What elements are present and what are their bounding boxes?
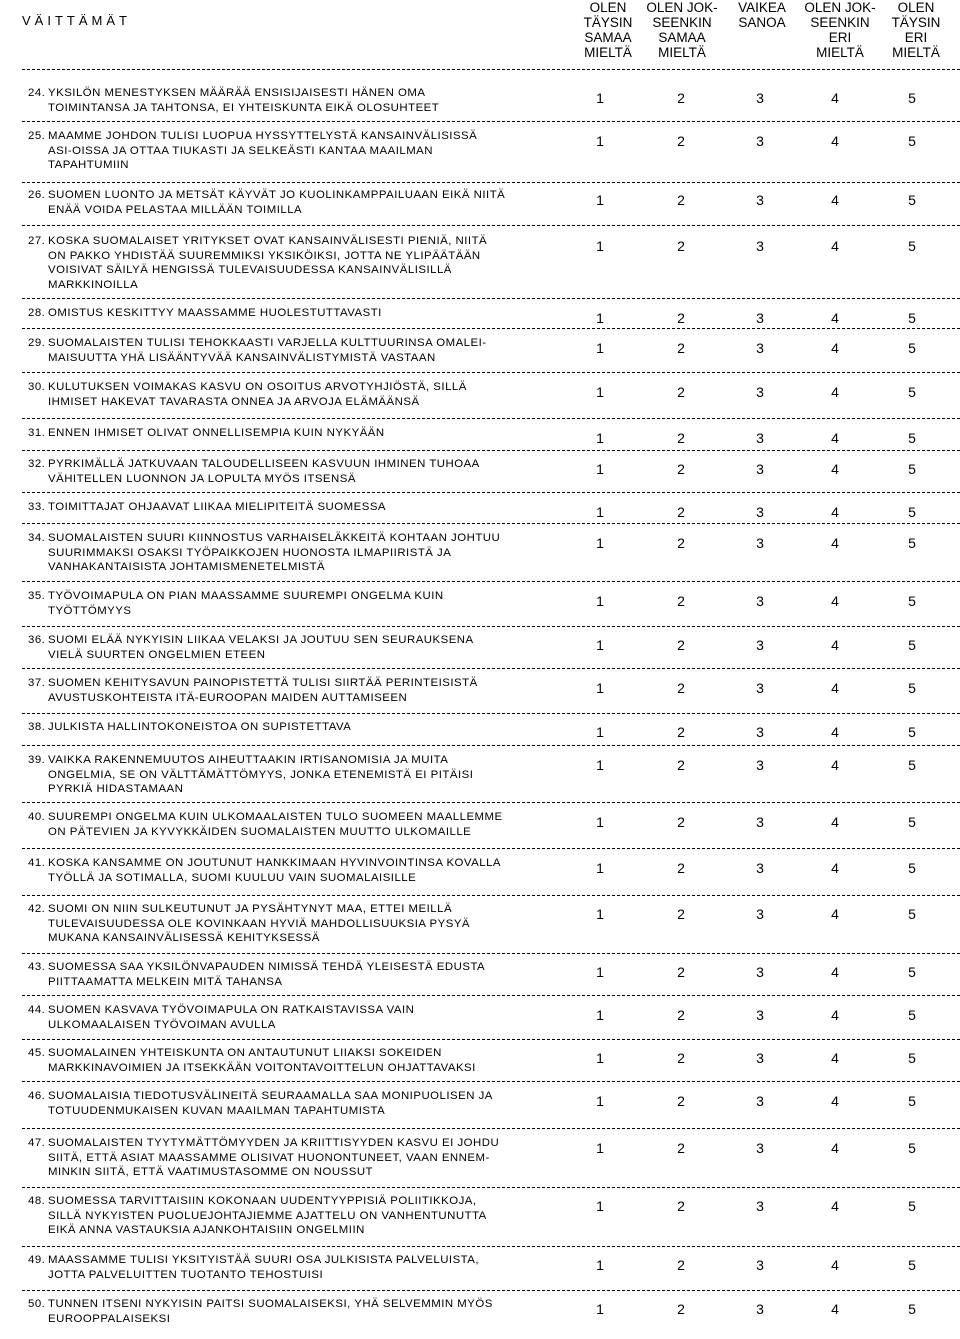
rating-option-1[interactable]: 1	[596, 384, 604, 400]
rating-option-4[interactable]: 4	[831, 1050, 839, 1066]
rating-scale	[0, 133, 960, 153]
rating-option-1[interactable]: 1	[596, 814, 604, 830]
rating-option-3[interactable]: 3	[756, 1198, 764, 1214]
statement-text-line: VÄHITELLEN LUONNON JA LOPULTA MYÖS ITSENSÄ	[48, 472, 356, 485]
rating-option-5[interactable]: 5	[908, 461, 916, 477]
statement-text-line: SUOMALAISTEN TYYTYMÄTTÖMYYDEN JA KRIITTISYYDEN KASVU EI JOHDU	[48, 1137, 500, 1149]
rating-option-5[interactable]: 5	[908, 504, 916, 520]
header-column-2: OLEN JOK- SEENKIN SAMAA MIELTÄ	[646, 0, 718, 60]
row-separator	[22, 1128, 960, 1129]
statement-number: 39.	[28, 754, 46, 766]
rating-scale	[0, 906, 960, 926]
statement-text-line: SUOMALAISTEN TULISI TEHOKKAASTI VARJELLA KULTTUURINSA OMALEI-	[48, 337, 487, 349]
statement-text-line: IHMISET HAKEVAT TAVARASTA ONNEA JA ARVOJA ELÄMÄÄNSÄ	[48, 395, 420, 408]
statement-text-line: MAASSAMME TULISI YKSITYISTÄÄ SUURI OSA JULKISISTA PALVELUISTA,	[48, 1254, 480, 1266]
rating-option-1[interactable]: 1	[596, 724, 604, 740]
statement-text-line: EUROOPPALAISEKSI	[48, 1312, 171, 1325]
statement-text-line: VOISIVAT SÄILYÄ HENGISSÄ TULEVAISUUDESSA KANSAINVÄLISILLÄ	[48, 264, 452, 276]
statement-number: 35.	[28, 590, 46, 602]
statement-number: 25.	[28, 130, 46, 142]
rating-scale	[0, 593, 960, 613]
rating-option-3[interactable]: 3	[756, 238, 764, 254]
rating-option-4[interactable]: 4	[831, 637, 839, 653]
rating-option-1[interactable]: 1	[596, 964, 604, 980]
rating-option-1[interactable]: 1	[596, 461, 604, 477]
statement-text-line: VAIKKA RAKENNEMUUTOS AIHEUTTAAKIN IRTISANOMISIA JA MUITA	[48, 754, 449, 766]
rating-scale	[0, 384, 960, 404]
rating-option-3[interactable]: 3	[756, 964, 764, 980]
rating-option-2[interactable]: 2	[677, 1301, 685, 1317]
rating-option-4[interactable]: 4	[831, 757, 839, 773]
rating-option-3[interactable]: 3	[756, 860, 764, 876]
rating-option-1[interactable]: 1	[596, 637, 604, 653]
row-separator	[22, 492, 960, 493]
rating-option-4[interactable]: 4	[831, 814, 839, 830]
rating-option-1[interactable]: 1	[596, 504, 604, 520]
statement-text-line: SUOMEN LUONTO JA METSÄT KÄYVÄT JO KUOLINKAMPPAILUAAN EIKÄ NIITÄ	[48, 189, 506, 201]
rating-scale	[0, 724, 960, 744]
rating-option-4[interactable]: 4	[831, 238, 839, 254]
header-column-4: OLEN JOK- SEENKIN ERI MIELTÄ	[804, 0, 876, 60]
rating-option-2[interactable]: 2	[677, 1140, 685, 1156]
statement-text-line: TULEVAISUUDESSA OLE KOVINKAAN HYVIÄ MAHDOLLISUUKSIA PYSYÄ	[48, 917, 471, 930]
statement-text-line: TOIMINTANSA JA TAHTONSA, EI YHTEISKUNTA EIKÄ OLOSUHTEET	[48, 101, 440, 114]
rating-scale	[0, 637, 960, 657]
statement-text-line: EIKÄ ANNA VASTAUKSIA AJANKOHTAISIIN ONGELMIIN	[48, 1224, 365, 1236]
rating-option-1[interactable]: 1	[596, 1050, 604, 1066]
rating-option-5[interactable]: 5	[908, 906, 916, 922]
statement-text-line: AVUSTUSKOHTEISTA ITÄ-EUROOPAN MAIDEN AUTTAMISEEN	[48, 691, 408, 704]
row-separator	[22, 418, 960, 419]
statement-text-line: ENÄÄ VOIDA PELASTAA MILLÄÄN TOIMILLA	[48, 203, 303, 216]
rating-scale	[0, 310, 960, 330]
row-separator	[22, 1246, 960, 1247]
rating-option-1[interactable]: 1	[596, 860, 604, 876]
statement-text-line: ON PÄTEVIEN JA KYVYKKÄIDEN SUOMALAISTEN MUUTTO ULKOMAILLE	[48, 825, 472, 838]
statement-number: 24.	[28, 87, 46, 99]
rating-option-3[interactable]: 3	[756, 90, 764, 106]
rating-option-2[interactable]: 2	[677, 133, 685, 149]
statement-number: 44.	[28, 1004, 46, 1016]
rating-option-5[interactable]: 5	[908, 964, 916, 980]
rating-option-2[interactable]: 2	[677, 680, 685, 696]
row-separator	[22, 848, 960, 849]
rating-option-5[interactable]: 5	[908, 593, 916, 609]
statement-text-line: SUOMESSA TARVITTAISIIN KOKONAAN UUDENTYYPPISIÄ POLIITIKKOJA,	[48, 1195, 477, 1207]
statement-text-line: SUOMI ELÄÄ NYKYISIN LIIKAA VELAKSI JA JOUTUU SEN SEURAUKSENA	[48, 634, 474, 646]
rating-option-2[interactable]: 2	[677, 860, 685, 876]
statement-text-line: VANHAKANTAISISTA JOHTAMISMENETELMISTÄ	[48, 561, 326, 573]
row-separator	[22, 1290, 960, 1291]
statement-text-line: MUKANA KANSAINVÄLISESSÄ KEHITYKSESSÄ	[48, 932, 320, 944]
rating-scale	[0, 1198, 960, 1218]
rating-option-2[interactable]: 2	[677, 1198, 685, 1214]
rating-option-3[interactable]: 3	[756, 814, 764, 830]
rating-option-2[interactable]: 2	[677, 192, 685, 208]
rating-option-5[interactable]: 5	[908, 1198, 916, 1214]
rating-option-4[interactable]: 4	[831, 384, 839, 400]
header-column-1: OLEN TÄYSIN SAMAA MIELTÄ	[583, 0, 633, 60]
rating-option-5[interactable]: 5	[908, 814, 916, 830]
rating-option-1[interactable]: 1	[596, 1093, 604, 1109]
rating-scale	[0, 1257, 960, 1277]
statement-text-line: OMISTUS KESKITTYY MAASSAMME HUOLESTUTTAVASTI	[48, 307, 382, 319]
rating-scale	[0, 1301, 960, 1321]
rating-option-1[interactable]: 1	[596, 238, 604, 254]
statement-text-line: SUOMEN KASVAVA TYÖVOIMAPULA ON RATKAISTAVISSA VAIN	[48, 1004, 415, 1016]
rating-option-3[interactable]: 3	[756, 430, 764, 446]
rating-scale	[0, 238, 960, 258]
statement-text-line: SUOMEN KEHITYSAVUN PAINOPISTETTÄ TULISI SIIRTÄÄ PERINTEISISTÄ	[48, 677, 478, 689]
rating-option-2[interactable]: 2	[677, 90, 685, 106]
row-separator	[22, 995, 960, 996]
statement-number: 37.	[28, 677, 46, 689]
rating-option-5[interactable]: 5	[908, 90, 916, 106]
rating-option-4[interactable]: 4	[831, 1301, 839, 1317]
statement-text-line: ONGELMIA, SE ON VÄLTTÄMÄTTÖMYYS, JONKA ETENEMISTÄ EI PITÄISI	[48, 768, 474, 781]
rating-option-4[interactable]: 4	[831, 133, 839, 149]
rating-option-5[interactable]: 5	[908, 757, 916, 773]
rating-option-5[interactable]: 5	[908, 860, 916, 876]
statement-text-line: ENNEN IHMISET OLIVAT ONNELLISEMPIA KUIN NYKYÄÄN	[48, 427, 385, 439]
rating-option-4[interactable]: 4	[831, 906, 839, 922]
rating-option-1[interactable]: 1	[596, 340, 604, 356]
rating-option-3[interactable]: 3	[756, 192, 764, 208]
statement-text-line: MAISUUTTA YHÄ LISÄÄNTYVÄÄ KANSAINVÄLISTYMISTÄ VASTAAN	[48, 351, 436, 364]
rating-option-4[interactable]: 4	[831, 964, 839, 980]
rating-option-4[interactable]: 4	[831, 535, 839, 551]
statement-text-line: PYRKIMÄLLÄ JATKUVAAN TALOUDELLISEEN KASVUUN IHMINEN TUHOAA	[48, 458, 480, 470]
rating-option-4[interactable]: 4	[831, 1007, 839, 1023]
rating-option-2[interactable]: 2	[677, 593, 685, 609]
rating-option-2[interactable]: 2	[677, 814, 685, 830]
statement-text-line: YKSILÖN MENESTYKSEN MÄÄRÄÄ ENSISIJAISESTI HÄNEN OMA	[48, 87, 426, 99]
header-title: VÄITTÄMÄT	[22, 13, 131, 28]
rating-option-5[interactable]: 5	[908, 637, 916, 653]
rating-option-4[interactable]: 4	[831, 1198, 839, 1214]
statement-text-line: JOTTA PALVELUITTEN TUOTANTO TEHOSTUISI	[48, 1268, 324, 1281]
rating-scale	[0, 90, 960, 110]
rating-option-2[interactable]: 2	[677, 430, 685, 446]
rating-option-3[interactable]: 3	[756, 593, 764, 609]
rating-option-1[interactable]: 1	[596, 906, 604, 922]
row-separator	[22, 450, 960, 451]
row-separator	[22, 372, 960, 373]
rating-option-3[interactable]: 3	[756, 757, 764, 773]
rating-option-4[interactable]: 4	[831, 310, 839, 326]
row-separator	[22, 802, 960, 803]
statement-text-line: SUUREMPI ONGELMA KUIN ULKOMAALAISTEN TULO SUOMEEN MAALLEMME	[48, 811, 503, 823]
rating-option-3[interactable]: 3	[756, 340, 764, 356]
statement-text-line: SILLÄ NYKYISTEN PUOLUEJOHTAJIEMME AJATTELU ON VANHENTUNUTTA	[48, 1209, 487, 1222]
rating-option-1[interactable]: 1	[596, 1140, 604, 1156]
statement-text-line: TUNNEN ITSENI NYKYISIN PAITSI SUOMALAISEKSI, YHÄ SELVEMMIN MYÖS	[48, 1298, 493, 1310]
rating-option-5[interactable]: 5	[908, 430, 916, 446]
statement-text-line: KULUTUKSEN VOIMAKAS KASVU ON OSOITUS ARVOTYHJIÖSTÄ, SILLÄ	[48, 381, 467, 393]
statement-number: 49.	[28, 1254, 46, 1266]
rating-option-1[interactable]: 1	[596, 192, 604, 208]
rating-option-4[interactable]: 4	[831, 340, 839, 356]
rating-option-2[interactable]: 2	[677, 724, 685, 740]
rating-scale	[0, 461, 960, 481]
statement-number: 26.	[28, 189, 46, 201]
header-column-5: OLEN TÄYSIN ERI MIELTÄ	[891, 0, 941, 60]
rating-option-1[interactable]: 1	[596, 310, 604, 326]
rating-option-5[interactable]: 5	[908, 724, 916, 740]
rating-option-5[interactable]: 5	[908, 1093, 916, 1109]
statement-text-line: ON PAKKO YHDISTÄÄ SUUREMMIKSI YKSIKÖIKSI, JOTTA NE YLIPÄÄTÄÄN	[48, 249, 481, 262]
rating-option-5[interactable]: 5	[908, 1007, 916, 1023]
row-separator	[22, 1081, 960, 1082]
statement-number: 36.	[28, 634, 46, 646]
statement-number: 38.	[28, 721, 46, 733]
statement-text-line: TOTUUDENMUKAISEN KUVAN MAAILMAN TAPAHTUMISTA	[48, 1104, 386, 1117]
statement-text-line: MARKKINOILLA	[48, 278, 139, 291]
rating-option-1[interactable]: 1	[596, 430, 604, 446]
rating-option-2[interactable]: 2	[677, 1257, 685, 1273]
rating-option-5[interactable]: 5	[908, 384, 916, 400]
rating-option-3[interactable]: 3	[756, 504, 764, 520]
row-separator	[22, 626, 960, 627]
statement-text-line: VIELÄ SUURTEN ONGELMIEN ETEEN	[48, 648, 266, 661]
rating-option-4[interactable]: 4	[831, 724, 839, 740]
statement-text-line: KOSKA SUOMALAISET YRITYKSET OVAT KANSAINVÄLISESTI PIENIÄ, NIITÄ	[48, 235, 488, 247]
rating-option-5[interactable]: 5	[908, 1050, 916, 1066]
statement-text-line: SUURIMMAKSI OSAKSI TYÖPAIKKOJEN HUONOSTA ILMAPIIRISTÄ JA	[48, 546, 452, 559]
rating-option-3[interactable]: 3	[756, 310, 764, 326]
rating-scale	[0, 814, 960, 834]
rating-option-2[interactable]: 2	[677, 964, 685, 980]
rating-option-2[interactable]: 2	[677, 535, 685, 551]
rating-scale	[0, 964, 960, 984]
row-separator	[22, 182, 960, 183]
row-separator	[22, 1039, 960, 1040]
statement-text-line: ULKOMAALAISEN TYÖVOIMAN AVULLA	[48, 1018, 276, 1031]
statement-number: 45.	[28, 1047, 46, 1059]
rating-option-5[interactable]: 5	[908, 680, 916, 696]
rating-scale	[0, 430, 960, 450]
rating-option-1[interactable]: 1	[596, 1007, 604, 1023]
rating-option-2[interactable]: 2	[677, 757, 685, 773]
rating-option-2[interactable]: 2	[677, 238, 685, 254]
rating-option-2[interactable]: 2	[677, 637, 685, 653]
statement-number: 30.	[28, 381, 46, 393]
rating-option-5[interactable]: 5	[908, 238, 916, 254]
rating-option-3[interactable]: 3	[756, 1140, 764, 1156]
rating-scale	[0, 1050, 960, 1070]
statement-text-line: MARKKINAVOIMIEN JA ITSEKKÄÄN VOITONTAVOITTELUN OHJATTAVAKSI	[48, 1061, 476, 1074]
rating-scale	[0, 757, 960, 777]
rating-option-1[interactable]: 1	[596, 757, 604, 773]
rating-option-2[interactable]: 2	[677, 906, 685, 922]
rating-option-2[interactable]: 2	[677, 1007, 685, 1023]
rating-scale	[0, 504, 960, 524]
rating-option-1[interactable]: 1	[596, 1257, 604, 1273]
rating-option-3[interactable]: 3	[756, 724, 764, 740]
statement-text-line: TYÖLLÄ JA SOTIMALLA, SUOMI KUULUU VAIN SUOMALAISILLE	[48, 871, 417, 884]
rating-option-2[interactable]: 2	[677, 384, 685, 400]
rating-option-5[interactable]: 5	[908, 340, 916, 356]
statement-text-line: MAAMME JOHDON TULISI LUOPUA HYSSYTTELYSTÄ KANSAINVÄLISISSÄ	[48, 130, 478, 142]
rating-option-4[interactable]: 4	[831, 192, 839, 208]
rating-option-5[interactable]: 5	[908, 1257, 916, 1273]
statement-text-line: SUOMI ON NIIN SULKEUTUNUT JA PYSÄHTYNYT MAA, ETTEI MEILLÄ	[48, 903, 453, 915]
statement-number: 47.	[28, 1137, 46, 1149]
rating-scale	[0, 680, 960, 700]
statement-number: 40.	[28, 811, 46, 823]
statement-text-line: ASI-OISSA JA OTTAA TIUKASTI JA SELKEÄSTI KANTAA MAAILMAN	[48, 144, 434, 157]
rating-option-4[interactable]: 4	[831, 1257, 839, 1273]
rating-option-4[interactable]: 4	[831, 430, 839, 446]
row-separator	[22, 581, 960, 582]
statement-text-line: SIITÄ, ETTÄ ASIAT MAASSAMME OLISIVAT HUONONTUNEET, VAAN ENNEM-	[48, 1151, 490, 1164]
statement-number: 34.	[28, 532, 46, 544]
rating-scale	[0, 535, 960, 555]
rating-option-3[interactable]: 3	[756, 1257, 764, 1273]
statement-number: 50.	[28, 1298, 46, 1310]
rating-option-3[interactable]: 3	[756, 1050, 764, 1066]
rating-option-1[interactable]: 1	[596, 133, 604, 149]
statement-number: 42.	[28, 903, 46, 915]
statement-text-line: KOSKA KANSAMME ON JOUTUNUT HANKKIMAAN HYVINVOINTINSA KOVALLA	[48, 857, 502, 869]
statement-number: 41.	[28, 857, 46, 869]
rating-scale	[0, 1093, 960, 1113]
rating-option-3[interactable]: 3	[756, 637, 764, 653]
rating-option-3[interactable]: 3	[756, 1007, 764, 1023]
row-separator	[22, 1187, 960, 1188]
rating-option-5[interactable]: 5	[908, 192, 916, 208]
rating-option-3[interactable]: 3	[756, 1301, 764, 1317]
statement-number: 29.	[28, 337, 46, 349]
rating-option-3[interactable]: 3	[756, 461, 764, 477]
header-column-3: VAIKEA SANOA	[738, 0, 786, 30]
rating-option-3[interactable]: 3	[756, 680, 764, 696]
statement-text-line: TYÖTTÖMYYS	[48, 604, 132, 617]
rating-option-5[interactable]: 5	[908, 133, 916, 149]
rating-option-3[interactable]: 3	[756, 133, 764, 149]
rating-option-2[interactable]: 2	[677, 1093, 685, 1109]
row-separator	[22, 69, 960, 70]
rating-option-4[interactable]: 4	[831, 593, 839, 609]
rating-option-5[interactable]: 5	[908, 1140, 916, 1156]
rating-option-4[interactable]: 4	[831, 860, 839, 876]
statement-number: 32.	[28, 458, 46, 470]
statement-number: 48.	[28, 1195, 46, 1207]
rating-option-4[interactable]: 4	[831, 680, 839, 696]
rating-scale	[0, 192, 960, 212]
statement-number: 31.	[28, 427, 46, 439]
statement-text-line: SUOMESSA SAA YKSILÖNVAPAUDEN NIMISSÄ TEHDÄ YLEISESTÄ EDUSTA	[48, 961, 486, 973]
rating-option-1[interactable]: 1	[596, 680, 604, 696]
statement-number: 27.	[28, 235, 46, 247]
rating-scale	[0, 1007, 960, 1027]
row-separator	[22, 298, 960, 299]
rating-option-1[interactable]: 1	[596, 593, 604, 609]
row-separator	[22, 953, 960, 954]
rating-option-1[interactable]: 1	[596, 1198, 604, 1214]
rating-option-1[interactable]: 1	[596, 535, 604, 551]
row-separator	[22, 668, 960, 669]
statement-text-line: SUOMALAINEN YHTEISKUNTA ON ANTAUTUNUT LIIAKSI SOKEIDEN	[48, 1047, 442, 1059]
rating-option-5[interactable]: 5	[908, 535, 916, 551]
rating-option-2[interactable]: 2	[677, 310, 685, 326]
rating-option-4[interactable]: 4	[831, 1093, 839, 1109]
rating-option-4[interactable]: 4	[831, 461, 839, 477]
statement-text-line: JULKISTA HALLINTOKONEISTOA ON SUPISTETTAVA	[48, 721, 352, 733]
rating-option-5[interactable]: 5	[908, 310, 916, 326]
row-separator	[22, 121, 960, 122]
rating-scale	[0, 1140, 960, 1160]
rating-option-3[interactable]: 3	[756, 906, 764, 922]
row-separator	[22, 713, 960, 714]
rating-option-1[interactable]: 1	[596, 90, 604, 106]
statement-number: 33.	[28, 501, 46, 513]
statement-text-line: TAPAHTUMIIN	[48, 159, 130, 171]
rating-scale	[0, 860, 960, 880]
statement-text-line: PIITTAAMATTA MELKEIN MITÄ TAHANSA	[48, 975, 283, 988]
rating-option-4[interactable]: 4	[831, 90, 839, 106]
rating-option-5[interactable]: 5	[908, 1301, 916, 1317]
rating-option-3[interactable]: 3	[756, 535, 764, 551]
statement-text-line: SUOMALAISTEN SUURI KIINNOSTUS VARHAISELÄKKEITÄ KOHTAAN JOHTUU	[48, 532, 501, 544]
statement-text-line: TYÖVOIMAPULA ON PIAN MAASSAMME SUUREMPI ONGELMA KUIN	[48, 590, 444, 602]
rating-option-1[interactable]: 1	[596, 1301, 604, 1317]
statement-text-line: PYRKIÄ HIDASTAMAAN	[48, 783, 184, 795]
statement-text-line: SUOMALAISIA TIEDOTUSVÄLINEITÄ SEURAAMALLA SAA MONIPUOLISEN JA	[48, 1090, 493, 1102]
rating-option-3[interactable]: 3	[756, 1093, 764, 1109]
rating-option-2[interactable]: 2	[677, 504, 685, 520]
row-separator	[22, 895, 960, 896]
rating-option-4[interactable]: 4	[831, 1140, 839, 1156]
statement-text-line: TOIMITTAJAT OHJAAVAT LIIKAA MIELIPITEITÄ SUOMESSA	[48, 501, 387, 513]
statement-text-line: MINKIN SIITÄ, ETTÄ VAATIMUSTASOMME ON NOUSSUT	[48, 1166, 374, 1178]
rating-option-4[interactable]: 4	[831, 504, 839, 520]
row-separator	[22, 225, 960, 226]
rating-scale	[0, 340, 960, 360]
rating-option-2[interactable]: 2	[677, 461, 685, 477]
statement-number: 46.	[28, 1090, 46, 1102]
rating-option-2[interactable]: 2	[677, 340, 685, 356]
row-separator	[22, 745, 960, 746]
rating-option-3[interactable]: 3	[756, 384, 764, 400]
statement-number: 43.	[28, 961, 46, 973]
rating-option-2[interactable]: 2	[677, 1050, 685, 1066]
statement-number: 28.	[28, 307, 46, 319]
